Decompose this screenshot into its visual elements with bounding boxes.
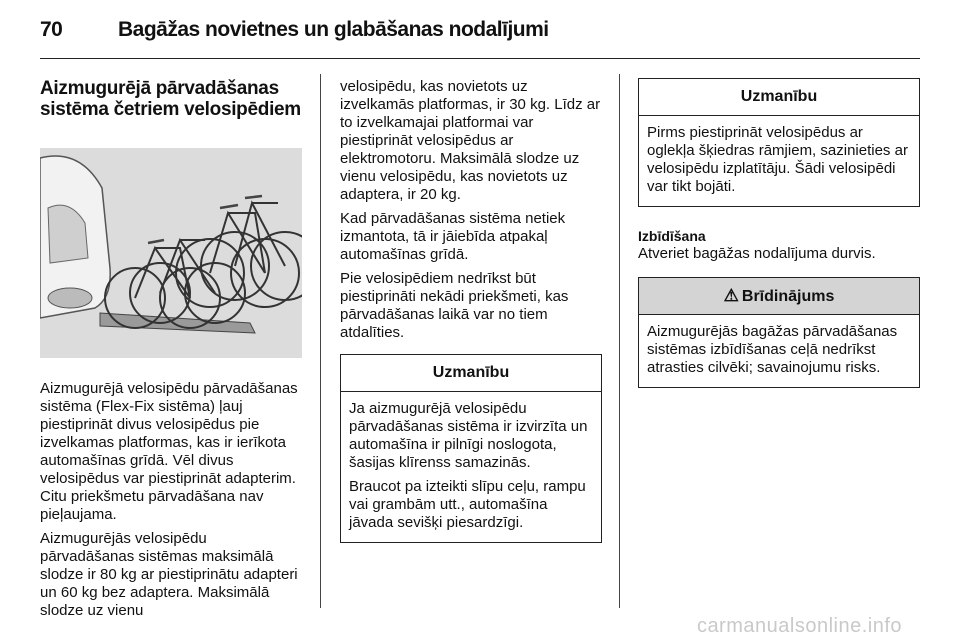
paragraph: Kad pārvadāšanas sistēma netiek izmantota, tā ir jāiebīda atpakaļ automašīnas grīdā. <box>340 210 566 263</box>
column-divider-left <box>320 74 321 608</box>
notice-body <box>341 392 601 542</box>
notice-title: Uzmanību <box>639 79 919 116</box>
warning-text: Aizmugurējās bagāžas pārvadāšanas sistēmas izbīdīšanas ceļā nedrīkst atrasties cilvēki; savainojumu risks. <box>647 323 898 376</box>
page-number: 70 <box>40 18 63 41</box>
paragraph: velosipēdu, kas novietots uz izvelkamās platformas, ir 30 kg. Līdz ar to izvelkamajai platformai var piestiprināt velosipēdus ar elektromotoru. Maksimālā slodze uz vienu velosipēdu, kas novietots uz adaptera, ir 20 kg. <box>340 78 601 203</box>
notice-body <box>639 116 919 206</box>
warning-triangle-icon: ⚠ <box>723 286 739 305</box>
notice-text: Braucot pa izteikti slīpu ceļu, rampu vai grambām utt., automašīna jāvada sevišķi piesardzīgi. <box>349 478 586 531</box>
subheading: Izbīdīšana <box>638 228 706 244</box>
notice-title: Uzmanību <box>341 355 601 392</box>
column-left <box>40 78 302 626</box>
section-heading <box>40 78 302 120</box>
rear-bike-carrier-illustration <box>40 148 302 358</box>
section-heading-line2: sistēma četriem velosipēdiem <box>40 99 301 120</box>
warning-body <box>639 315 919 387</box>
paragraph: Aizmugurējās velosipēdu pārvadāšanas sistēmas maksimālā slodze ir 80 kg ar piestiprinātu adapteri un 60 kg bez adaptera. Maksimālā slodze uz vienu <box>40 530 298 619</box>
column-divider-right <box>619 74 620 608</box>
warning-title <box>639 278 919 315</box>
paragraph: Atveriet bagāžas nodalījuma durvis. <box>638 245 876 262</box>
column-right <box>638 78 920 388</box>
notice-text: Ja aizmugurējā velosipēdu pārvadāšanas sistēma ir izvirzīta un automašīna ir pilnīgi noslogota, šasijas klīrenss samazinās. <box>349 400 588 471</box>
section-heading-line1: Aizmugurējā pārvadāšanas <box>40 78 279 99</box>
notice-box <box>340 354 602 543</box>
notice-text: Pirms piestiprināt velosipēdus ar oglekļa šķiedras rāmjiem, sazinieties ar velosipēdu izplatītāju. Šādi velosipēdi var tikt bojāti. <box>647 124 908 195</box>
page-header <box>40 18 920 59</box>
paragraph: Pie velosipēdiem nedrīkst būt piestiprināti nekādi priekšmeti, kas pārvadāšanas laikā var no tiem atdalīties. <box>340 270 569 341</box>
paragraph: Aizmugurējā velosipēdu pārvadāšanas sistēma (Flex-Fix sistēma) ļauj piestiprināt divus velosipēdus pie izvelkamas platformas, kas ir ierīkota automašīnas grīdā. Vēl divus velosipēdus var piestiprināt adapterim. Citu priekšmetu pārvadāšana nav pieļaujama. <box>40 380 298 523</box>
watermark: carmanualsonline.info <box>696 615 902 637</box>
warning-box <box>638 277 920 388</box>
page-title: Bagāžas novietnes un glabāšanas nodalījumi <box>118 18 549 41</box>
warning-title-text: Brīdinājums <box>741 288 835 305</box>
notice-box <box>638 78 920 207</box>
column-middle <box>340 78 602 543</box>
